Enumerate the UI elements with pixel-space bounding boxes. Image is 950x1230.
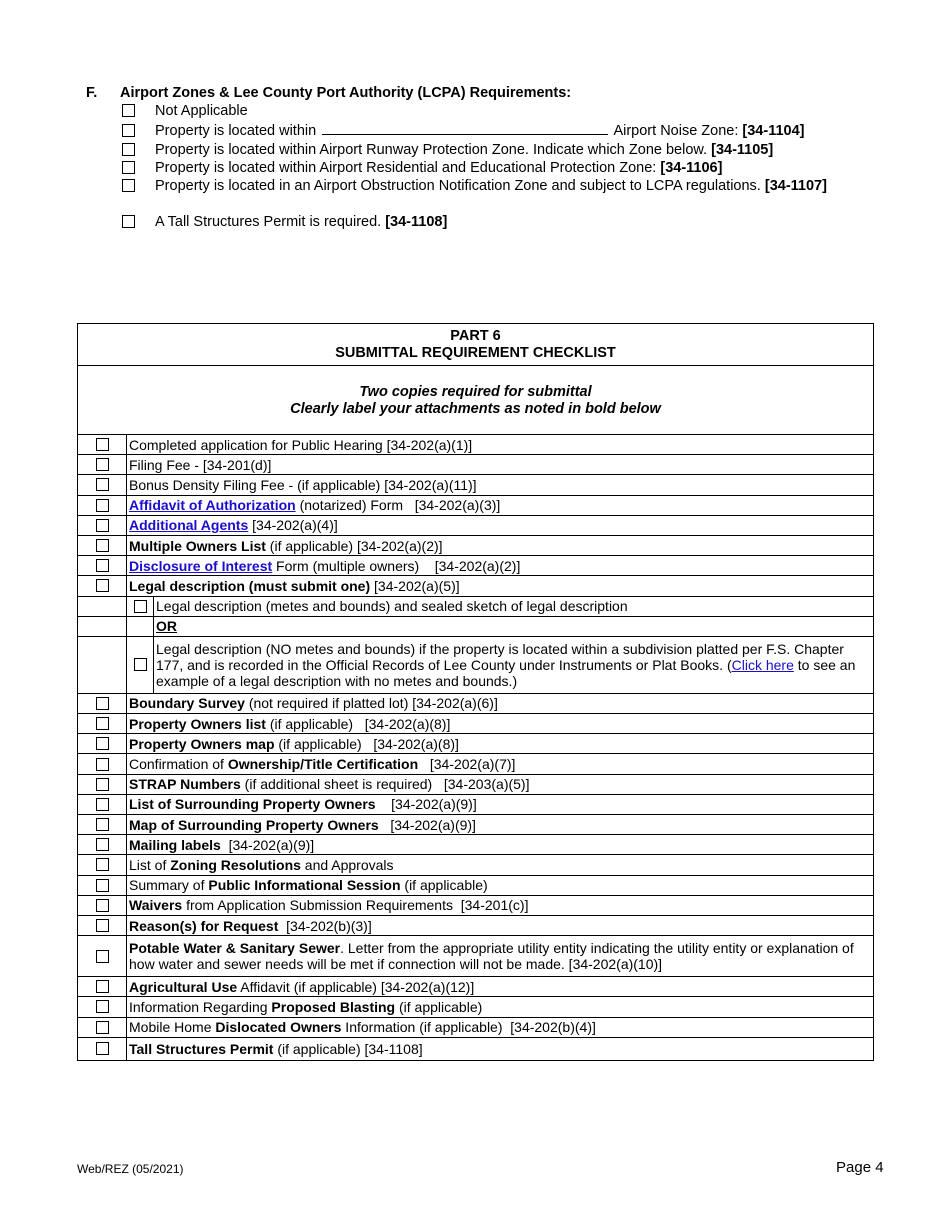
checkbox[interactable] [96,758,109,771]
row-label: Affidavit of Authorization (notarized) Form [34-202(a)(3)] [129,497,501,514]
disclosure-link[interactable]: Disclosure of Interest [129,557,273,574]
checklist-row [78,714,873,734]
row-label: Reason(s) for Request [34-202(b)(3)] [129,917,372,934]
checklist-row [78,576,873,596]
checklist-subrow [78,617,873,637]
checkbox[interactable] [96,559,109,572]
checklist-row [78,754,873,774]
checkbox[interactable] [96,778,109,791]
checklist-row [78,734,873,754]
part6-instructions [78,366,873,435]
checkbox[interactable] [134,600,147,613]
option-label: Property is located within Airport Residential and Educational Protection Zone: [34-1106] [155,160,723,176]
row-label: List of Zoning Resolutions and Approvals [129,856,394,873]
row-label: Property Owners map (if applicable) [34-202(a)(8)] [129,735,459,752]
checklist-subrow [78,597,873,617]
option-label: Property is located within Airport Runway Protection Zone. Indicate which Zone below. [34-1105] [155,142,774,158]
checkbox[interactable] [96,838,109,851]
row-label: List of Surrounding Property Owners [34-202(a)(9)] [129,796,477,813]
checklist-row [78,997,873,1017]
checklist-row [78,977,873,997]
or-label: OR [156,618,177,635]
row-label: Mobile Home Dislocated Owners Information (if applicable) [34-202(b)(4)] [129,1019,596,1036]
part-title: PART 6 [450,328,501,344]
section-heading: Airport Zones & Lee County Port Authority (LCPA) Requirements: [120,85,572,101]
option-label: A Tall Structures Permit is required. [34-1108] [155,214,448,230]
checklist-row [78,896,873,916]
part6-header [78,324,873,366]
checklist-row [78,936,873,977]
checklist-row [78,1018,873,1038]
row-label: Summary of Public Informational Session (if applicable) [129,877,488,894]
checklist-row [78,855,873,875]
row-label: Completed application for Public Hearing [34-202(a)(1)] [129,436,473,453]
checklist-subrow [78,637,873,694]
checklist-row [78,455,873,475]
checklist-row [78,694,873,714]
form-identifier: Web/REZ (05/2021) [77,1162,184,1176]
checkbox[interactable] [122,104,135,117]
row-label: Confirmation of Ownership/Title Certification [34-202(a)(7)] [129,756,516,773]
checkbox[interactable] [96,1042,109,1055]
row-label: Additional Agents [34-202(a)(4)] [129,517,338,534]
checkbox[interactable] [96,519,109,532]
affidavit-link[interactable]: Affidavit of Authorization [129,497,296,514]
section-letter: F. [86,85,98,101]
checklist-row [78,795,873,815]
section-f-title [86,84,866,102]
noise-zone-blank-field[interactable] [322,122,608,135]
row-label: Legal description (must submit one) [34-202(a)(5)] [129,577,460,594]
checkbox[interactable] [96,879,109,892]
section-f [86,84,866,230]
checklist-row [78,876,873,896]
click-here-link[interactable]: Click here [731,656,794,673]
checkbox[interactable] [122,179,135,192]
checkbox[interactable] [96,919,109,932]
checklist-row [78,516,873,536]
submittal-checklist-table [77,323,874,1061]
checklist-row [78,775,873,795]
checkbox[interactable] [96,478,109,491]
instruction-line: Clearly label your attachments as noted in bold below [290,401,661,417]
checkbox[interactable] [96,858,109,871]
row-label: Tall Structures Permit (if applicable) [34-1108] [129,1040,423,1057]
checkbox[interactable] [96,1021,109,1034]
checkbox[interactable] [122,124,135,137]
checklist-row [78,475,873,495]
row-label: Legal description (metes and bounds) and sealed sketch of legal description [156,598,628,615]
checkbox[interactable] [96,1000,109,1013]
option-label: Property is located in an Airport Obstruction Notification Zone and subject to LCPA regulations. [34-1107] [155,178,827,194]
row-label: STRAP Numbers (if additional sheet is required) [34-203(a)(5)] [129,776,530,793]
row-label: Information Regarding Proposed Blasting (if applicable) [129,998,483,1015]
row-label: Boundary Survey (not required if platted lot) [34-202(a)(6)] [129,695,498,712]
row-label: Agricultural Use Affidavit (if applicable) [34-202(a)(12)] [129,978,475,995]
additional-agents-link[interactable]: Additional Agents [129,517,249,534]
row-label: Property Owners list (if applicable) [34-202(a)(8)] [129,715,451,732]
checkbox[interactable] [96,818,109,831]
checklist-row [78,916,873,936]
row-label: Multiple Owners List (if applicable) [34-202(a)(2)] [129,537,443,554]
checkbox[interactable] [96,950,109,963]
checkbox[interactable] [96,697,109,710]
part-subtitle: SUBMITTAL REQUIREMENT CHECKLIST [335,345,616,361]
row-label: Bonus Density Filing Fee - (if applicable) [34-202(a)(11)] [129,476,477,493]
option-label: Property is located within Airport Noise Zone: [34-1104] [155,123,805,139]
row-label: Mailing labels [34-202(a)(9)] [129,836,315,853]
checklist-row [78,556,873,576]
row-label: Legal description (NO metes and bounds) if the property is located within a subdivision platted per F.S. Chapter 177, and is recorded in the Official Records of Lee County under Instruments or Plat Books. (Click here to see an example of a legal description with no metes and bounds.) [156,640,856,689]
checkbox[interactable] [96,980,109,993]
checkbox[interactable] [96,458,109,471]
checklist-row [78,496,873,516]
instruction-line: Two copies required for submittal [359,384,592,400]
checkbox[interactable] [96,539,109,552]
checkbox[interactable] [122,215,135,228]
checkbox[interactable] [96,798,109,811]
row-label: Map of Surrounding Property Owners [34-202(a)(9)] [129,816,476,833]
checkbox[interactable] [122,143,135,156]
checklist-row [78,435,873,455]
checklist-row [78,835,873,855]
checklist-row [78,815,873,835]
page-number: Page 4 [836,1159,884,1176]
checkbox[interactable] [122,161,135,174]
row-label: Disclosure of Interest Form (multiple owners) [34-202(a)(2)] [129,557,521,574]
checklist-row [78,536,873,556]
checklist-row [78,1038,873,1060]
row-label: Filing Fee - [34-201(d)] [129,456,272,473]
row-label: Waivers from Application Submission Requirements [34-201(c)] [129,897,529,914]
checkbox[interactable] [96,717,109,730]
checkbox[interactable] [96,899,109,912]
row-label: Potable Water & Sanitary Sewer. Letter from the appropriate utility entity indicating the utility entity or explanation of how water and sewer needs will be met if connection will not be made. [34-202(a)(10)] [129,940,854,973]
checkbox[interactable] [96,499,109,512]
checkbox[interactable] [96,737,109,750]
checkbox[interactable] [134,658,147,671]
checkbox[interactable] [96,579,109,592]
checkbox[interactable] [96,438,109,451]
option-label: Not Applicable [155,103,248,119]
